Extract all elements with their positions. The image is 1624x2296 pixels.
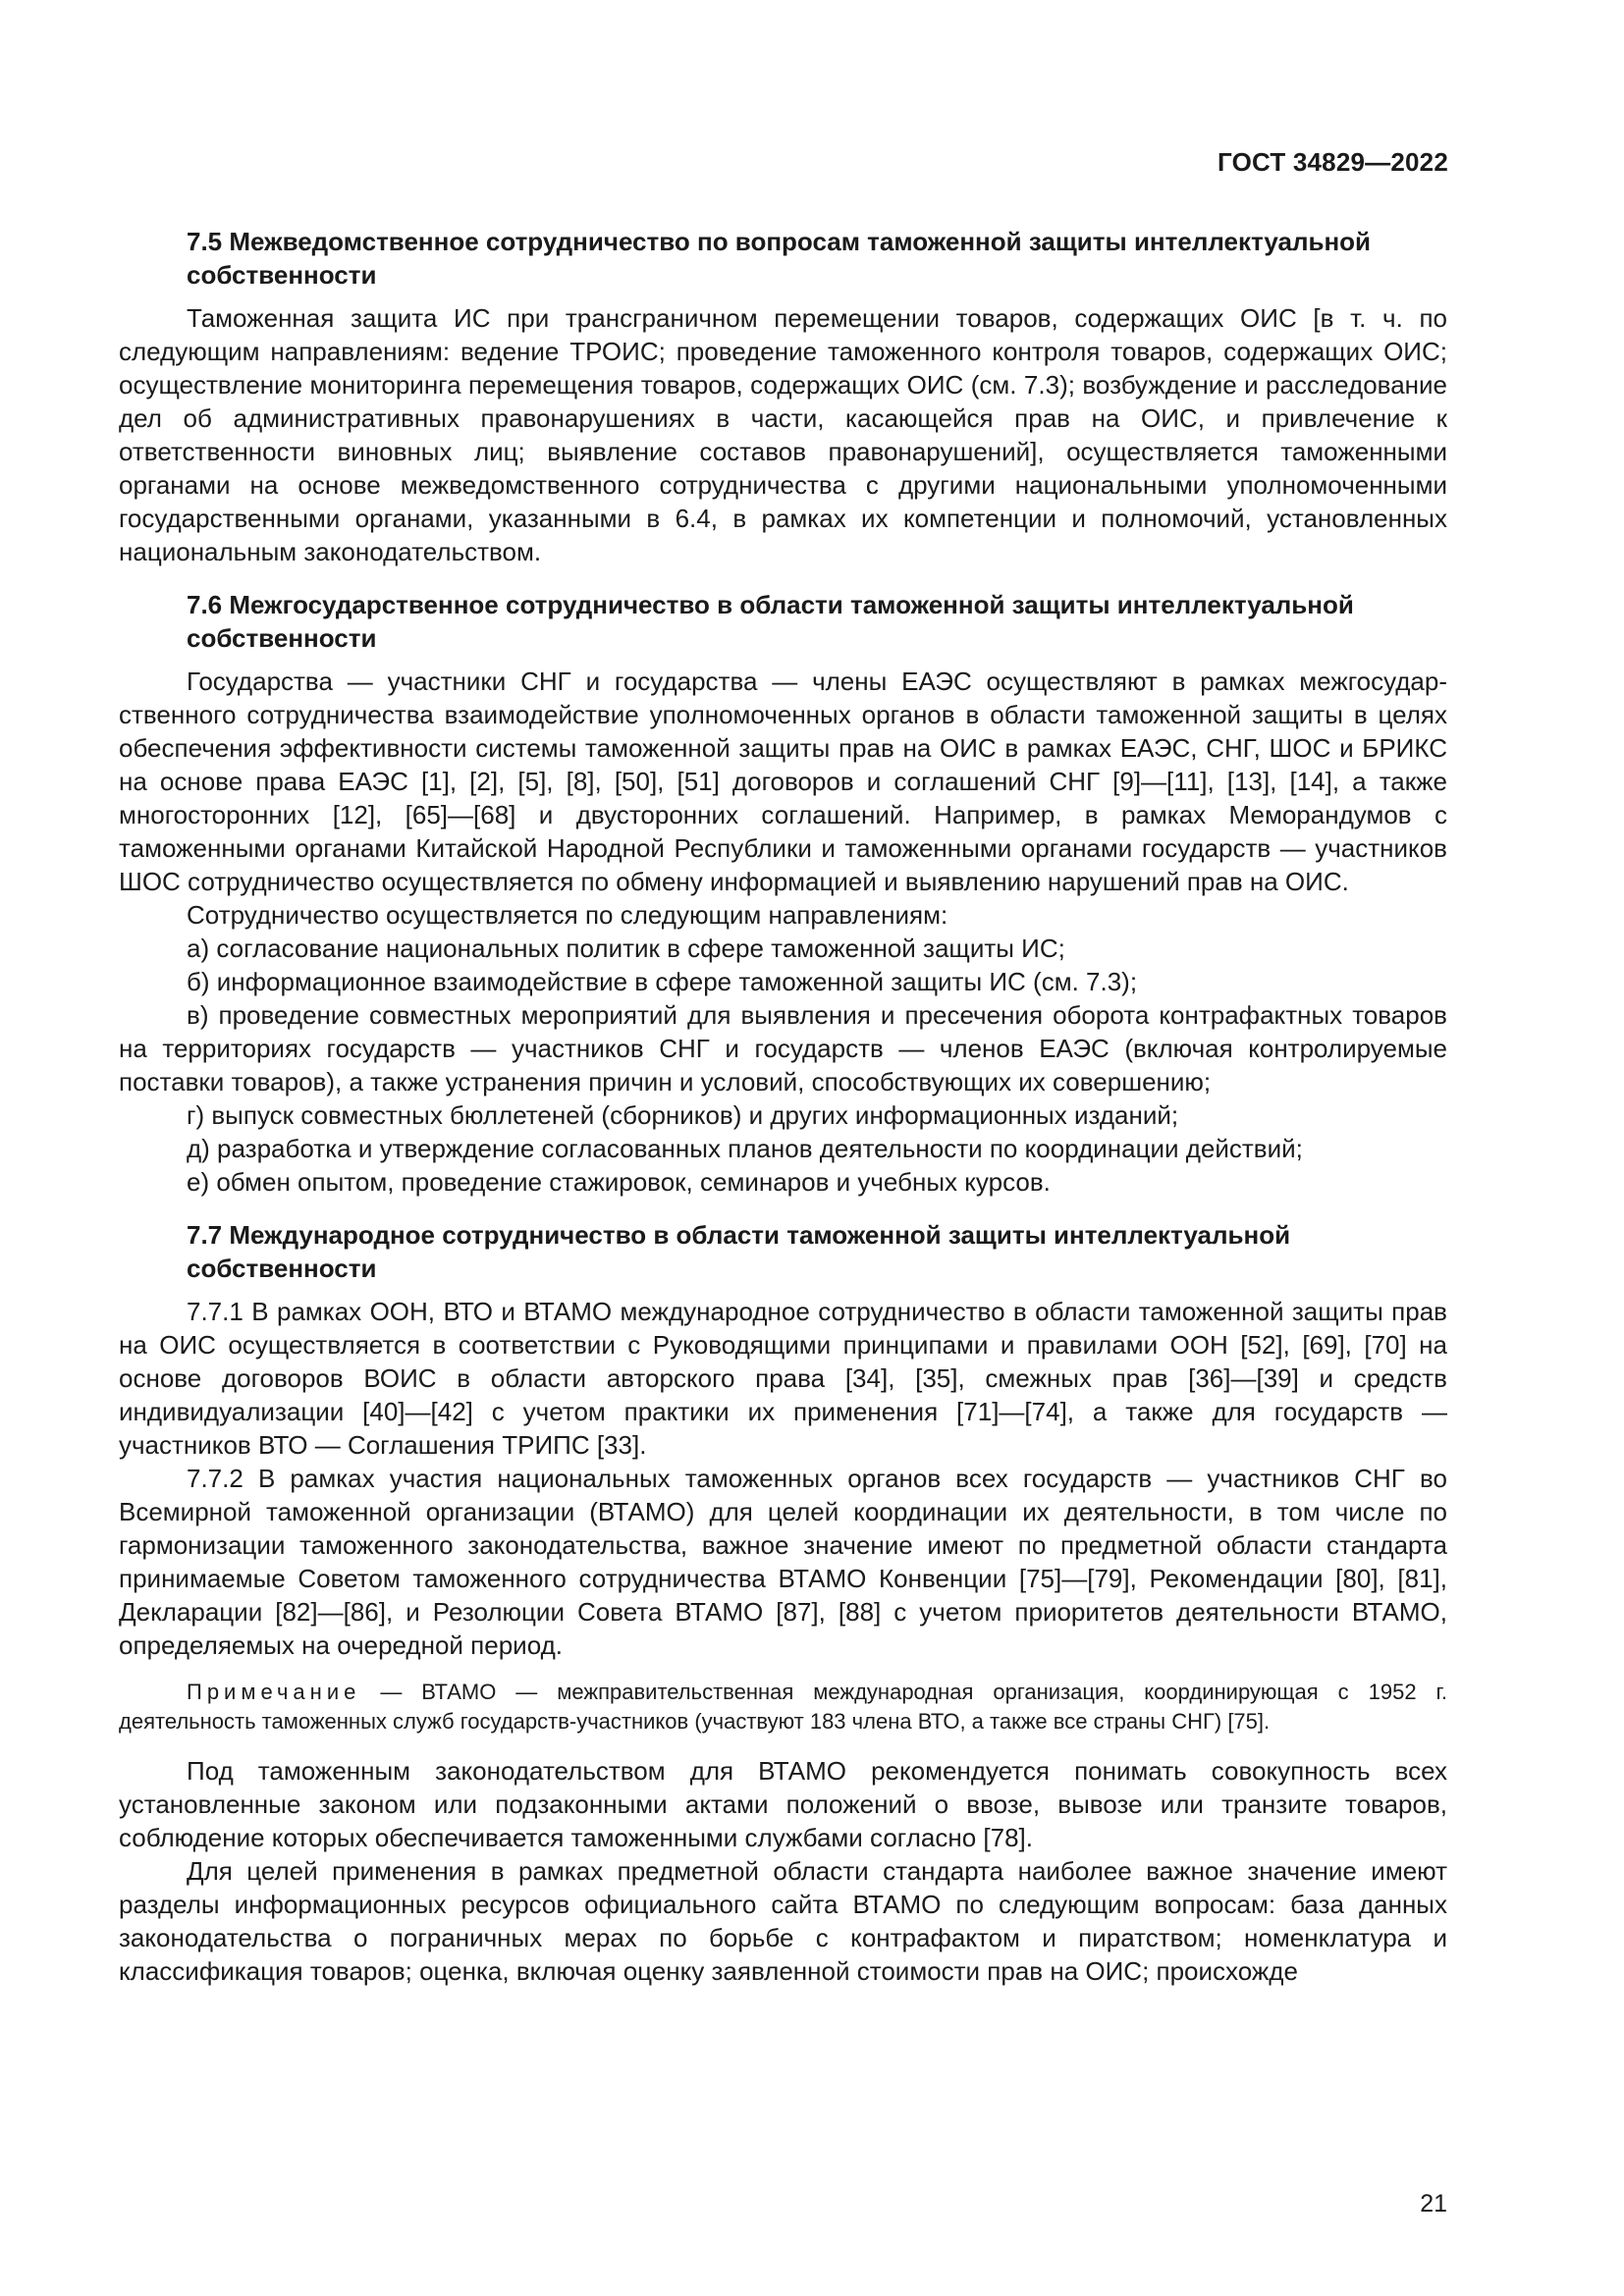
list-item: б) информационное взаимодействие в сфере таможенной защиты ИС (см. 7.3); bbox=[187, 967, 1138, 996]
section-title-7-5: 7.5 Межведомственное сотрудничество по вопросам таможенной защиты интеллектуальной собственности bbox=[187, 227, 1372, 290]
paragraph: 7.7.1 В рамках ООН, ВТО и ВТАМО международное сотрудничество в области таможенной защиты прав на ОИС осуществляется в соответствии с Руководящими принципами и правилами ООН [52], [69], [70] на основе договоров ВОИС в области авторского права [34], [35], смежных прав [36]—[39] и средств индивидуализации [40]—[42] с учетом практики их применения [71]—[74], а также для государств — участников ВТО — Соглашения ТРИПС [33]. bbox=[119, 1297, 1447, 1460]
list-item: в) проведение совместных мероприятий для выявления и пресечения оборота контрафактных товаров на территориях государств — участников СНГ и государств — членов ЕАЭС (включая контролируемые поставки товаров), а также устранения причин и условий, способствующих их совершению; bbox=[119, 1000, 1447, 1096]
list-item: г) выпуск совместных бюллетеней (сборников) и других информационных изданий; bbox=[187, 1100, 1179, 1130]
note-text: — ВТАМО — межправительственная международная организация, координирующая с 1952 г. деятельность таможенных служб государств-участников (участвуют 183 члена ВТО, а также все страны СНГ) [75]. bbox=[119, 1680, 1447, 1734]
document-code: ГОСТ 34829—2022 bbox=[1218, 147, 1448, 177]
list-item: е) обмен опытом, проведение стажировок, семинаров и учебных курсов. bbox=[187, 1167, 1051, 1197]
section-title-7-7: 7.7 Международное сотрудничество в области таможенной защиты интеллектуальной собственности bbox=[187, 1220, 1291, 1283]
paragraph: Государства — участники СНГ и государства — члены ЕАЭС осуществляют в рамках межгосударственного сотрудничества взаимодействие уполномоченных органов в области таможенной защиты в целях обеспечения эффективности системы таможенной защиты прав на ОИС в рамках ЕАЭС, СНГ, ШОС и БРИКС на основе права ЕАЭС [1], [2], [5], [8], [50], [51] договоров и соглашений СНГ [9]—[11], [13], [14], а также многосторонних [12], [65]—[68] и двусторонних соглашений. Например, в рамках Меморандумов с таможенными органами Китайской Народной Республики и таможенными органами государств — участников ШОС сотрудничество осуществляется по обмену информацией и выявлению нарушений прав на ОИС. bbox=[119, 667, 1447, 896]
section-7-6 bbox=[119, 588, 1447, 1199]
section-title-7-6: 7.6 Межгосударственное сотрудничество в области таможенной защиты интеллектуальной собственности bbox=[187, 590, 1354, 653]
page-number: 21 bbox=[1420, 2190, 1447, 2217]
section-7-5 bbox=[119, 225, 1447, 568]
note bbox=[119, 1678, 1447, 1736]
paragraph: Сотрудничество осуществляется по следующим направлениям: bbox=[187, 900, 948, 930]
paragraph: Таможенная защита ИС при трансграничном перемещении товаров, содержащих ОИС [в т. ч. по следующим направлениям: ведение ТРОИС; проведение таможенного контроля товаров, содержащих ОИС; осуществление мониторинга перемещения товаров, содержащих ОИС (см. 7.3); возбуждение и расследование дел об административных правонарушениях в части, касающейся прав на ОИС, и привлечение к ответственности виновных лиц; выявление составов правонарушений], осуществляется таможенными органами на основе межведомственного сотрудничества с другими национальными уполномоченными государственными органами, указанными в 6.4, в рамках их компетенции и полномочий, установленных национальным законодательством. bbox=[119, 303, 1447, 566]
note-label: Примечание bbox=[187, 1680, 361, 1704]
paragraph: 7.7.2 В рамках участия национальных таможенных органов всех государств — участников СНГ во Всемирной таможенной организации (ВТАМО) для целей координации их деятельности, в том числе по гармонизации таможенного законодательства, важное значение имеют по предметной области стандарта принимаемые Советом таможенного сотрудничества ВТАМО Конвенции [75]—[79], Рекомендации [80], [81], Декларации [82]—[86], и Резолюции Совета ВТАМО [87], [88] с учетом приоритетов деятельности ВТАМО, определяемых на очередной период. bbox=[119, 1464, 1447, 1660]
list-item: д) разработка и утверждение согласованных планов деятельности по координации действий; bbox=[187, 1134, 1303, 1163]
page-content bbox=[119, 225, 1447, 1988]
paragraph: Для целей применения в рамках предметной области стандарта наиболее важное значение имеют разделы информационных ресурсов официального сайта ВТАМО по следующим вопросам: база данных законодательства о пограничных мерах по борьбе с контрафактом и пиратством; номенклатура и классификация товаров; оценка, включая оценку заявленной стоимости прав на ОИС; происхожде bbox=[119, 1856, 1447, 1986]
list-item: а) согласование национальных политик в сфере таможенной защиты ИС; bbox=[187, 934, 1065, 963]
section-7-7 bbox=[119, 1218, 1447, 1988]
paragraph: Под таможенным законодательством для ВТАМО рекомендуется понимать совокупность всех установленные законом или подзаконными актами положений о ввозе, вывозе или транзите товаров, соблюдение которых обеспечивается таможенными службами согласно [78]. bbox=[119, 1756, 1447, 1852]
